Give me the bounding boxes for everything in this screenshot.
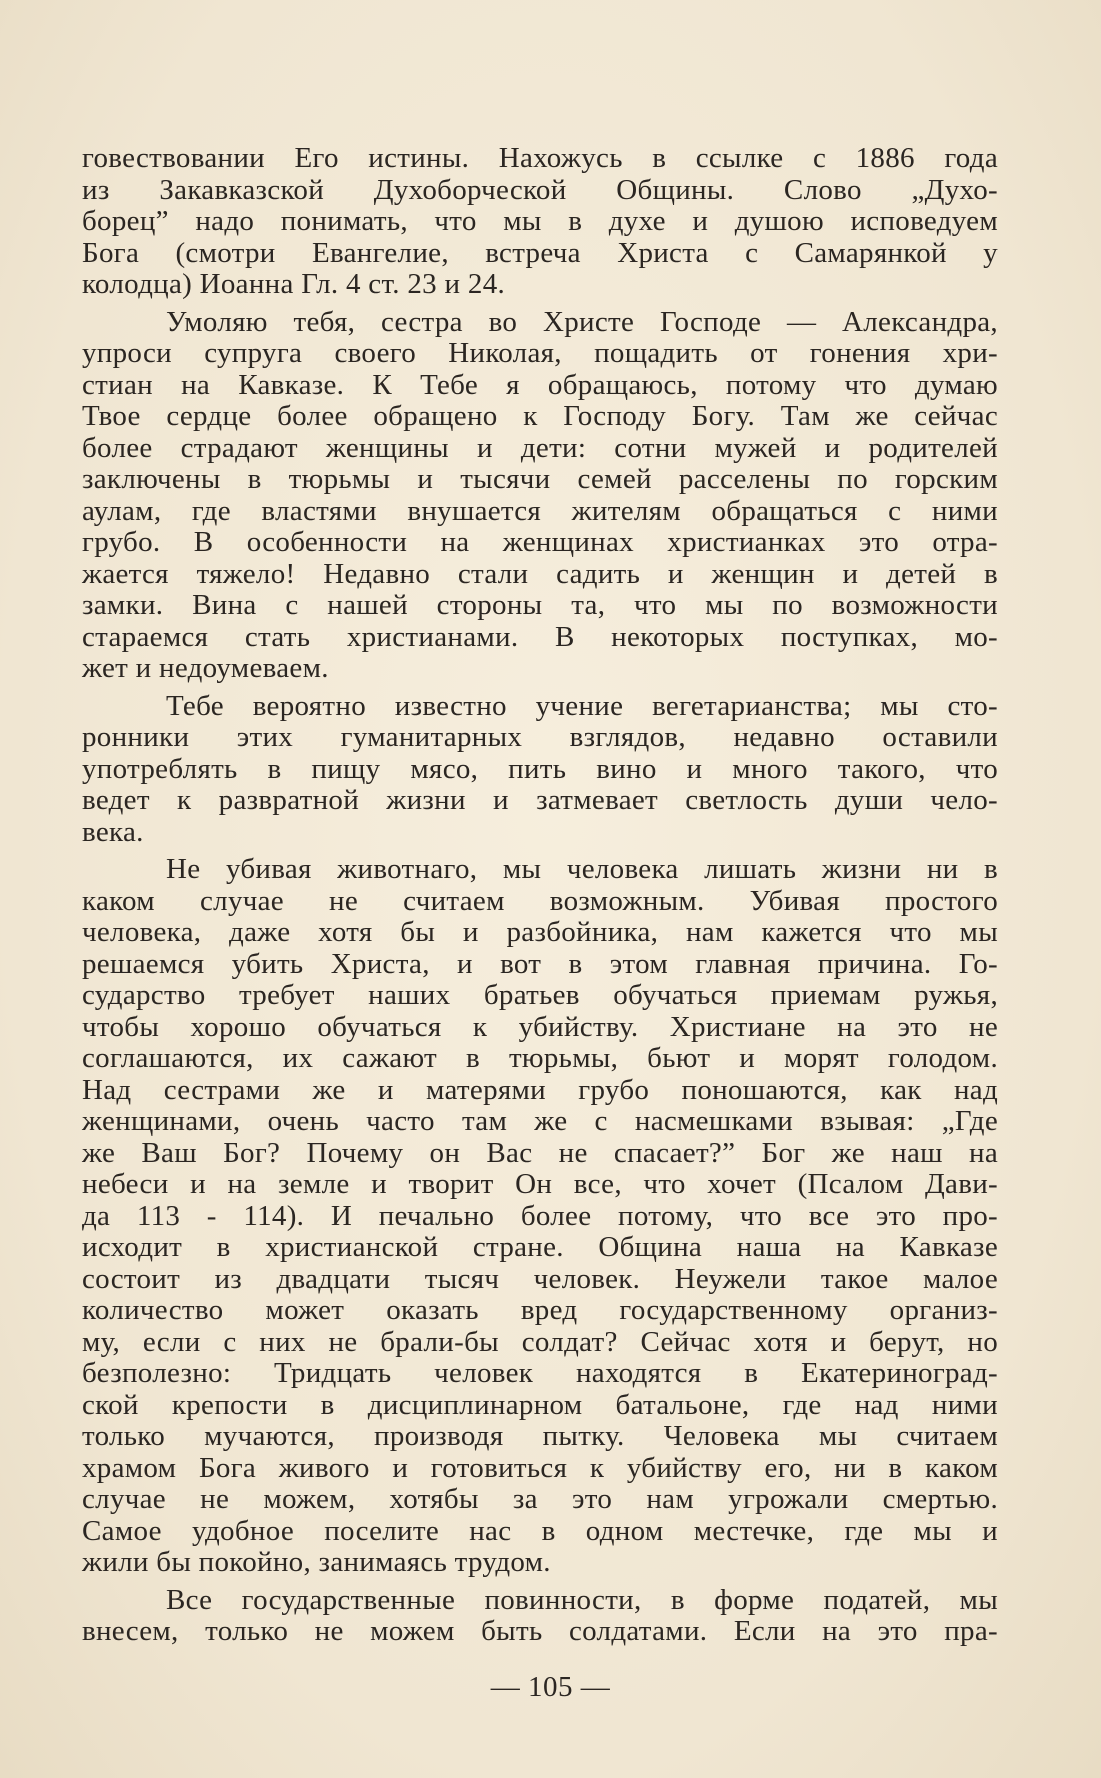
- paragraph: [82, 1585, 998, 1648]
- text-line: случае не можем, хотябы за это нам угрожали смертью.: [82, 1483, 998, 1515]
- text-line: грубо. В особенности на женщинах христианках это отра-: [82, 526, 998, 558]
- text-line: Бога (смотри Евангелие, встреча Христа с Самарянкой у: [82, 236, 998, 269]
- text-line: века.: [82, 815, 144, 848]
- text-line: жет и недоумеваем.: [82, 652, 329, 684]
- text-line: состоит из двадцати тысяч человек. Неужели такое малое: [82, 1262, 998, 1295]
- text-line: Умоляю тебя, сестра во Христе Господе — Александра,: [166, 305, 998, 338]
- text-line: же Ваш Бог? Почему он Вас не спасает?” Бог же наш на: [82, 1136, 998, 1169]
- paragraph: [82, 854, 998, 1579]
- text-line: ской крепости в дисциплинарном батальоне, где над ними: [82, 1388, 998, 1421]
- text-line: каком случае не считаем возможным. Убивая простого: [82, 884, 998, 917]
- text-line: ронники этих гуманитарных взглядов, недавно оставили: [82, 721, 998, 753]
- paragraph: [82, 143, 998, 301]
- text-line: говествовании Его истины. Нахожусь в ссылке с 1886 года: [82, 142, 998, 174]
- text-line: исходит в христианской стране. Община наша на Кавказе: [82, 1231, 998, 1263]
- text-line: Все государственные повинности, в форме податей, мы: [166, 1583, 998, 1616]
- text-line: ведет к развратной жизни и затмевает светлость души чело-: [82, 784, 998, 816]
- text-line: сударство требует наших братьев обучаться приемам ружья,: [82, 979, 998, 1011]
- page-number: — 105 —: [490, 1671, 611, 1703]
- text-line: жили бы покойно, занимаясь трудом.: [82, 1546, 551, 1578]
- text-line: количество может оказать вред государственному организ-: [82, 1294, 998, 1326]
- text-line: да 113 - 114). И печально более потому, что все это про-: [82, 1199, 998, 1232]
- body-text: [82, 143, 998, 1648]
- text-line: решаемся убить Христа, и вот в этом главная причина. Го-: [82, 947, 998, 980]
- text-line: Не убивая животнаго, мы человека лишать жизни ни в: [166, 853, 998, 885]
- text-line: жается тяжело! Недавно стали садить и женщин и детей в: [82, 557, 998, 590]
- text-line: упроси супруга своего Николая, пощадить от гонения хри-: [82, 337, 998, 369]
- text-line: употреблять в пищу мясо, пить вино и много такого, что: [82, 752, 998, 785]
- text-line: чтобы хорошо обучаться к убийству. Христиане на это не: [82, 1010, 998, 1043]
- paragraph: [82, 307, 998, 685]
- text-line: стараемся стать христианами. В некоторых поступках, мо-: [82, 620, 998, 653]
- text-line: стиан на Кавказе. К Тебе я обращаюсь, потому что думаю: [82, 368, 998, 401]
- text-line: колодца) Иоанна Гл. 4 ст. 23 и 24.: [82, 268, 506, 300]
- text-line: женщинами, очень часто там же с насмешками взывая: „Где: [82, 1105, 998, 1137]
- text-line: более страдают женщины и дети: сотни мужей и родителей: [82, 431, 998, 464]
- text-line: борец” надо понимать, что мы в духе и душою исповедуем: [82, 205, 998, 237]
- text-line: Тебе вероятно известно учение вегетарианства; мы сто-: [166, 689, 998, 722]
- text-line: заключены в тюрьмы и тысячи семей расселены по горским: [82, 463, 998, 495]
- text-line: Над сестрами же и матерями грубо поношаются, как над: [82, 1073, 998, 1106]
- text-line: человека, даже хотя бы и разбойника, нам кажется что мы: [82, 916, 998, 948]
- text-line: небеси и на земле и творит Он все, что хочет (Псалом Дави-: [82, 1168, 998, 1200]
- text-line: замки. Вина с нашей стороны та, что мы по возможности: [82, 589, 998, 621]
- text-line: Твое сердце более обращено к Господу Богу. Там же сейчас: [82, 400, 998, 432]
- text-line: Самое удобное поселите нас в одном местечке, где мы и: [82, 1514, 998, 1547]
- text-line: храмом Бога живого и готовиться к убийству его, ни в каком: [82, 1451, 998, 1484]
- text-line: му, если с них не брали-бы солдат? Сейчас хотя и берут, но: [82, 1325, 998, 1358]
- text-line: аулам, где властями внушается жителям обращаться с ними: [82, 494, 998, 527]
- text-line: только мучаются, производя пытку. Человека мы считаем: [82, 1420, 998, 1452]
- text-line: соглашаются, их сажают в тюрьмы, бьют и морят голодом.: [82, 1042, 998, 1074]
- paragraph: [82, 691, 998, 849]
- text-line: из Закавказской Духоборческой Общины. Слово „Духо-: [82, 173, 998, 206]
- text-line: внесем, только не можем быть солдатами. Если на это пра-: [82, 1615, 998, 1647]
- text-line: безполезно: Тридцать человек находятся в Екатериноград-: [82, 1357, 998, 1389]
